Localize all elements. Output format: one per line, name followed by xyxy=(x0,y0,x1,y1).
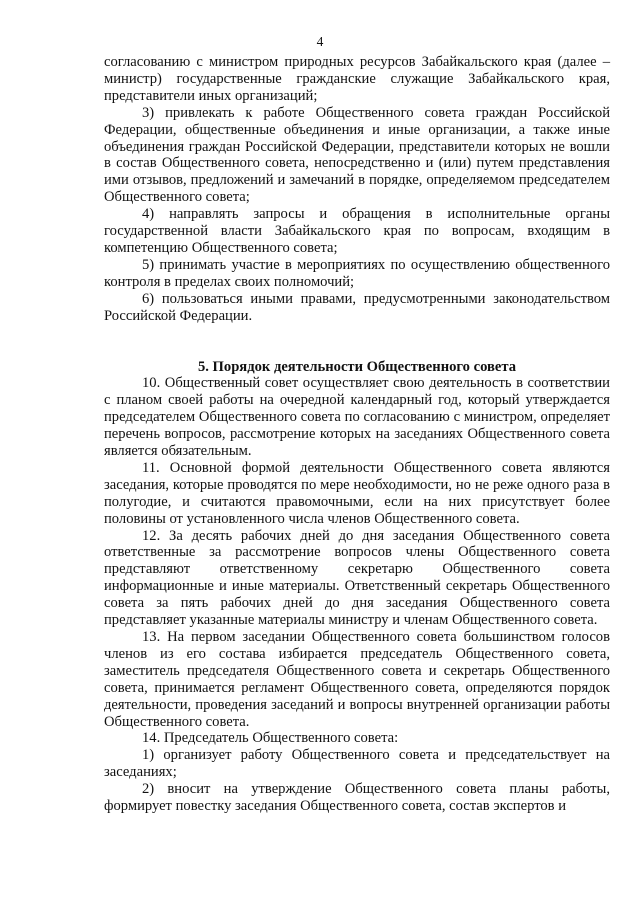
paragraph-10: 10. Общественный совет осуществляет свою деятельность в соответствии с планом своей работы на очередной календарный год, который утверждается председателем Общественного совета по согласованию с министром, определяет перечень вопросов, рассмотрение которых на заседаниях Общественного совета является обязательным. xyxy=(104,375,610,460)
paragraph-12: 12. За десять рабочих дней до дня заседания Общественного совета ответственные за рассмотрение вопросов члены Общественного совета представляют ответственному секретарю Общественного совета информационные и иные материалы. Ответственный секретарь Общественного совета за пять рабочих дней до дня заседания Общественного совета представляет указанные материалы министру и членам Общественного совета. xyxy=(104,527,610,629)
paragraph-13: 13. На первом заседании Общественного совета большинством голосов членов из его состава избирается председатель Общественного совета, заместитель председателя Общественного совета и секретарь Общественного совета, принимается регламент Общественного совета, определяются порядок деятельности, проведения заседаний и вопросы внутренней организации работы Общественного совета. xyxy=(104,629,610,730)
paragraph-14: 14. Председатель Общественного совета: xyxy=(142,730,399,747)
document-body xyxy=(104,54,610,815)
paragraph-item-3: 3) привлекать к работе Общественного совета граждан Российской Федерации, общественные объединения и иные организации, а также иные объединения граждан Российской Федерации, представители которых не вошли в состав Общественного совета, непосредственно и (или) путем представления ими отзывов, предложений и замечаний в порядке, определяемом председателем Общественного совета; xyxy=(104,104,610,206)
section-spacer xyxy=(104,325,610,359)
paragraph-continuation: согласованию с министром природных ресурсов Забайкальского края (далее – министр) государственные гражданские служащие Забайкальского края, представители иных организаций; xyxy=(104,54,610,104)
paragraph-item-4: 4) направлять запросы и обращения в исполнительные органы государственной власти Забайкальского края по вопросам, входящим в компетенцию Общественного совета; xyxy=(104,206,610,256)
paragraph-item-6: 6) пользоваться иными правами, предусмотренными законодательством Российской Федерации. xyxy=(104,290,610,324)
paragraph-14-item-1: 1) организует работу Общественного совета и председательствует на заседаниях; xyxy=(104,747,610,781)
paragraph-11: 11. Основной формой деятельности Общественного совета являются заседания, которые проводятся по мере необходимости, но не реже одного раза в полугодие, и считаются правомочными, если на них присутствует более половины от установленного числа членов Общественного совета. xyxy=(104,459,610,527)
page-number: 4 xyxy=(316,34,324,49)
paragraph-14-item-2: 2) вносит на утверждение Общественного совета планы работы, формирует повестку заседания Общественного совета, состав экспертов и xyxy=(104,781,610,815)
section-heading: 5. Порядок деятельности Общественного совета xyxy=(197,358,517,375)
paragraph-item-5: 5) принимать участие в мероприятиях по осуществлению общественного контроля в пределах своих полномочий; xyxy=(104,256,610,290)
